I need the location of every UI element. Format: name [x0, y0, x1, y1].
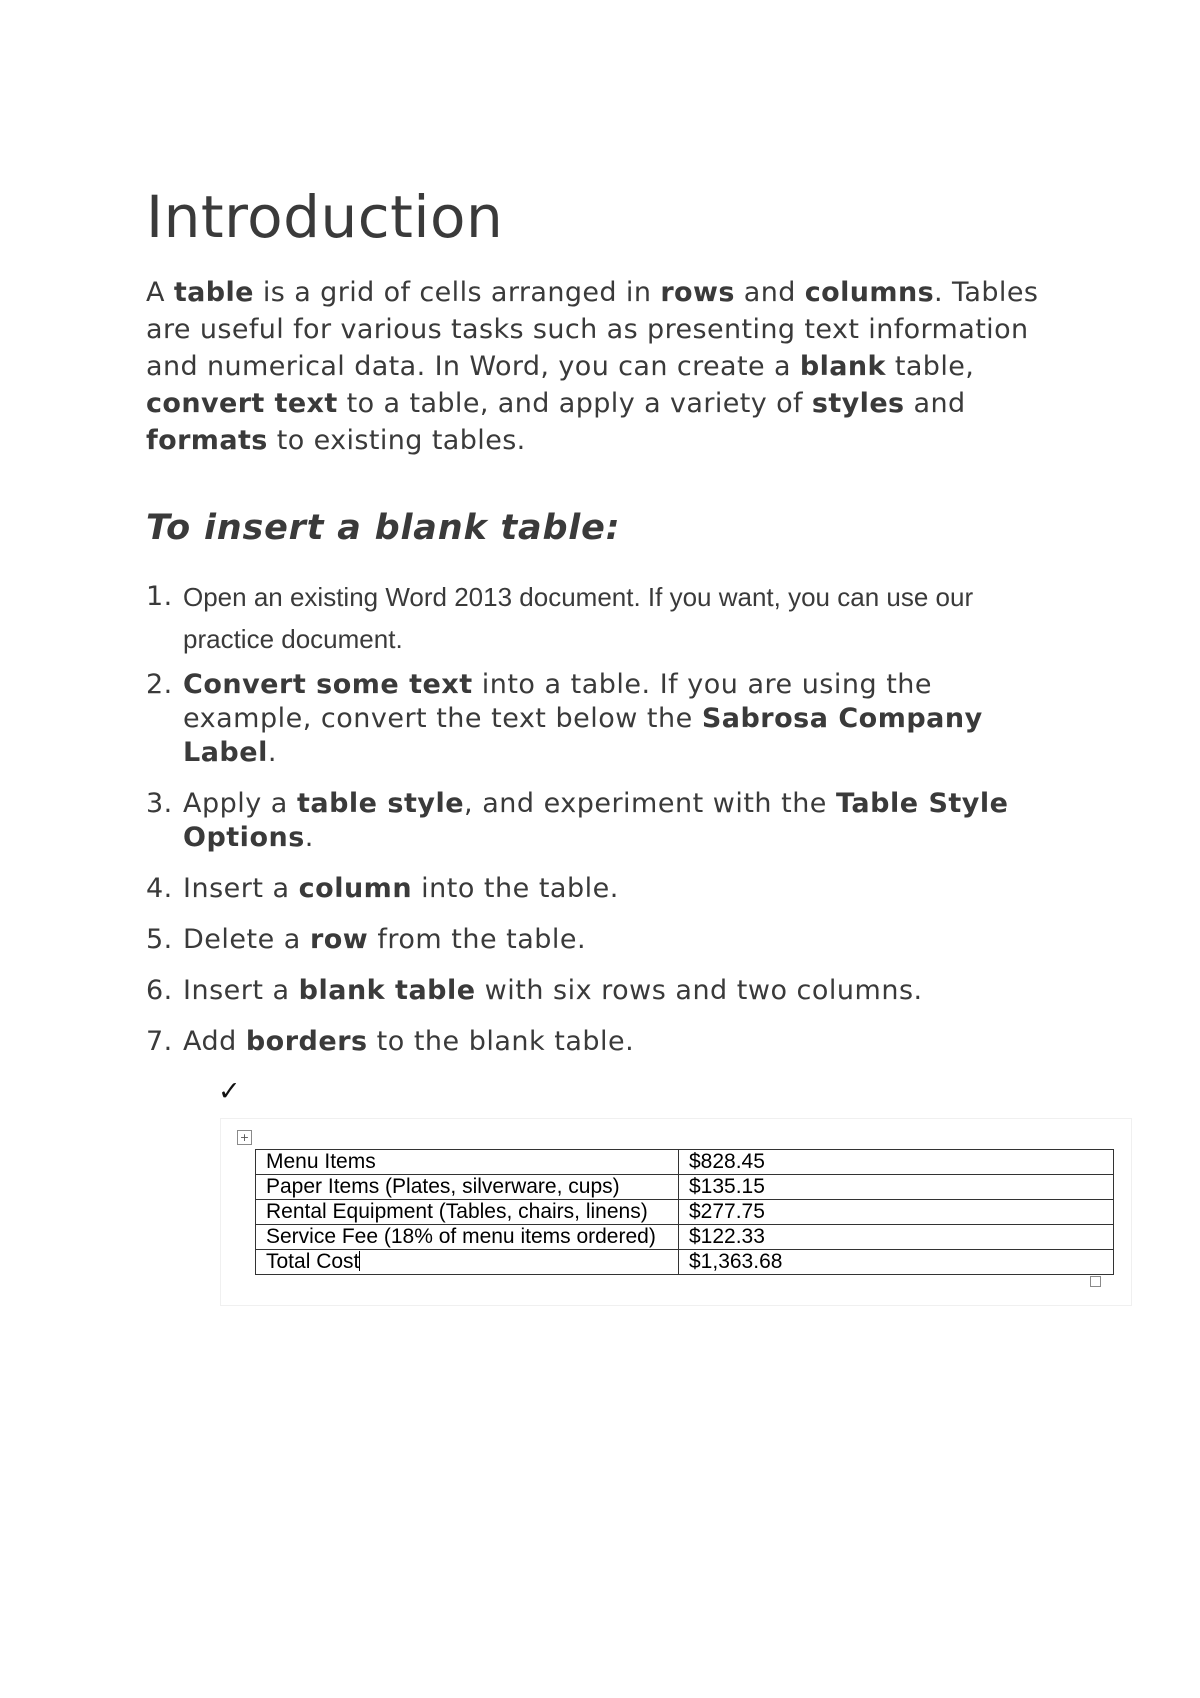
intro-bold-term: table	[173, 277, 254, 308]
step-bold-term: Table Style Options	[183, 788, 1009, 853]
step-text: .	[304, 822, 314, 853]
step-number: 4.	[146, 873, 173, 904]
table-cell-amount: $135.15	[679, 1175, 1114, 1200]
step-item	[146, 576, 1046, 660]
step-text: Open an existing Word 2013 document. If you want, you can use our practice document.	[183, 582, 974, 654]
table-cell-item: Paper Items (Plates, silverware, cups)	[256, 1175, 679, 1200]
step-number: 2.	[146, 669, 173, 700]
step-item	[146, 668, 1046, 770]
table-screenshot	[220, 1118, 1132, 1306]
table-row	[256, 1200, 1114, 1225]
section-subheading: To insert a blank table:	[146, 508, 621, 548]
table-resize-handle[interactable]	[1090, 1276, 1101, 1287]
step-number: 1.	[146, 581, 173, 612]
step-item	[146, 787, 1046, 855]
intro-bold-term: convert text	[146, 388, 338, 419]
table-row	[256, 1250, 1114, 1275]
table-cell-amount: $1,363.68	[679, 1250, 1114, 1275]
table-row	[256, 1175, 1114, 1200]
steps-list	[146, 576, 1046, 1059]
intro-text: A	[146, 277, 174, 308]
table-cell-text: Total Cost	[266, 1250, 360, 1273]
step-text: , and experiment with the	[464, 788, 836, 819]
page-title: Introduction	[146, 183, 504, 251]
step-item	[146, 923, 1046, 957]
step-text: with six rows and two columns.	[475, 975, 923, 1006]
step-text: Delete a	[183, 924, 310, 955]
step-number: 3.	[146, 788, 173, 819]
table-row	[256, 1225, 1114, 1250]
table-cell-item: Menu Items	[256, 1150, 679, 1175]
intro-bold-term: columns	[804, 277, 935, 308]
step-text: Insert a	[183, 873, 299, 904]
step-bold-term: row	[309, 924, 369, 955]
step-bold-term: table style	[296, 788, 465, 819]
intro-text: to a table, and apply a variety of	[337, 388, 812, 419]
step-text: into the table.	[412, 873, 619, 904]
step-item	[146, 974, 1046, 1008]
intro-text: to existing tables.	[267, 425, 526, 456]
step-item	[146, 872, 1046, 906]
step-bold-term: Sabrosa Company Label	[183, 703, 983, 768]
table-cell-amount: $828.45	[679, 1150, 1114, 1175]
step-item	[146, 1025, 1046, 1059]
step-number: 7.	[146, 1026, 173, 1057]
intro-bold-term: rows	[660, 277, 735, 308]
intro-text: table,	[885, 351, 975, 382]
step-text: into a table. If you are using the example, convert the text below the	[183, 669, 933, 734]
step-number: 6.	[146, 975, 173, 1006]
table-cell-amount: $122.33	[679, 1225, 1114, 1250]
step-bold-term: column	[298, 873, 413, 904]
intro-text: and	[734, 277, 805, 308]
text-cursor	[359, 1251, 360, 1271]
cost-table	[255, 1149, 1114, 1275]
table-cell-item: Service Fee (18% of menu items ordered)	[256, 1225, 679, 1250]
step-bold-term: blank table	[298, 975, 476, 1006]
step-text: Apply a	[183, 788, 297, 819]
table-cell-item	[256, 1250, 679, 1275]
intro-bold-term: blank	[799, 351, 886, 382]
intro-text: . Tables are useful for various tasks such as presenting text information and numerical data. In Word, you can create a	[146, 277, 1039, 382]
step-bold-term: Convert some text	[183, 669, 473, 700]
table-row	[256, 1150, 1114, 1175]
intro-text: and	[904, 388, 966, 419]
intro-paragraph	[146, 274, 1046, 459]
step-text: Insert a	[183, 975, 299, 1006]
checkmark-icon: ✓	[218, 1076, 241, 1107]
table-cell-amount: $277.75	[679, 1200, 1114, 1225]
step-text: .	[267, 737, 277, 768]
intro-bold-term: styles	[811, 388, 905, 419]
step-number: 5.	[146, 924, 173, 955]
step-text: from the table.	[368, 924, 587, 955]
step-text: to the blank table.	[367, 1026, 635, 1057]
intro-text: is a grid of cells arranged in	[253, 277, 661, 308]
intro-bold-term: formats	[146, 425, 268, 456]
table-cell-item: Rental Equipment (Tables, chairs, linens)	[256, 1200, 679, 1225]
table-move-handle-icon[interactable]: +	[237, 1130, 252, 1145]
step-bold-term: borders	[245, 1026, 368, 1057]
step-text: Add	[183, 1026, 246, 1057]
